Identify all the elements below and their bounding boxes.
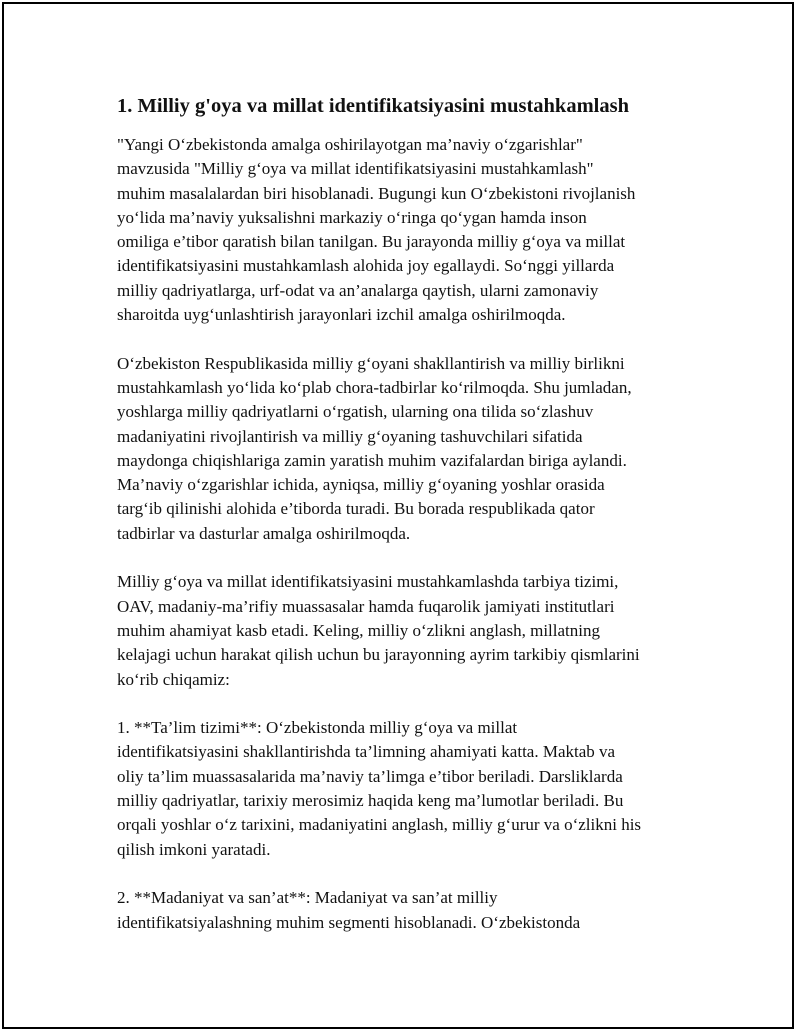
paragraph-line: muhim masalalardan biri hisoblanadi. Bugungi kun O‘zbekistoni rivojlanish — [117, 183, 636, 203]
paragraph-line: maydonga chiqishlariga zamin yaratish muhim vazifalardan biriga aylandi. — [117, 450, 627, 470]
paragraph-line: targ‘ib qilinishi alohida e’tiborda turadi. Bu borada respublikada qator — [117, 499, 595, 519]
paragraph-institutions — [117, 570, 697, 691]
paragraph-line: qilish imkoni yaratadi. — [117, 839, 271, 859]
paragraph-line: Milliy g‘oya va millat identifikatsiyasini mustahkamlashda tarbiya tizimi, — [117, 572, 619, 592]
paragraph-line: milliy qadriyatlarga, urf-odat va an’analarga qaytish, ularni zamonaviy — [117, 280, 599, 300]
paragraph-line: yo‘lida ma’naviy yuksalishni markaziy o‘ringa qo‘ygan hamda inson — [117, 207, 587, 227]
paragraph-line: "Yangi O‘zbekistonda amalga oshirilayotgan ma’naviy o‘zgarishlar" — [117, 135, 583, 154]
paragraph-line: muhim ahamiyat kasb etadi. Keling, milliy o‘zlikni anglash, millatning — [117, 620, 600, 640]
paragraph-intro — [117, 133, 697, 327]
paragraph-line: yoshlarga milliy qadriyatlarni o‘rgatish, ularning ona tilida so‘zlashuv — [117, 402, 594, 422]
paragraph-line: ko‘rib chiqamiz: — [117, 669, 230, 689]
paragraph-line: oliy ta’lim muassasalarida ma’naviy ta’limga e’tibor beriladi. Darsliklarda — [117, 766, 623, 786]
paragraph-line: identifikatsiyasini mustahkamlash alohida joy egallaydi. So‘nggi yillarda — [117, 256, 615, 276]
paragraph-line: Ma’naviy o‘zgarishlar ichida, ayniqsa, milliy g‘oyaning yoshlar orasida — [117, 475, 605, 495]
paragraph-line: 2. **Madaniyat va san’at**: Madaniyat va san’at milliy — [117, 888, 498, 908]
paragraph-line: orqali yoshlar o‘z tarixini, madaniyatini anglash, milliy g‘urur va o‘zlikni his — [117, 815, 642, 835]
paragraph-line: omiliga e’tibor qaratish bilan tanilgan. Bu jarayonda milliy g‘oya va millat — [117, 232, 626, 252]
paragraph-line: sharoitda uyg‘unlashtirish jarayonlari izchil amalga oshirilmoqda. — [117, 305, 566, 325]
paragraph-line: kelajagi uchun harakat qilish uchun bu jarayonning ayrim tarkibiy qismlarini — [117, 645, 640, 665]
document-body — [117, 92, 697, 959]
paragraph-line: O‘zbekiston Respublikasida milliy g‘oyani shakllantirish va milliy birlikni — [117, 353, 625, 373]
paragraph-line: 1. **Ta’lim tizimi**: O‘zbekistonda milliy g‘oya va millat — [117, 718, 518, 738]
list-item-culture — [117, 886, 697, 935]
paragraph-line: identifikatsiyalashning muhim segmenti hisoblanadi. O‘zbekistonda — [117, 912, 581, 932]
list-item-education — [117, 716, 697, 862]
paragraph-line: madaniyatini rivojlantirish va milliy g‘oyaning tashuvchilari sifatida — [117, 426, 583, 446]
paragraph-line: milliy qadriyatlar, tarixiy merosimiz haqida keng ma’lumotlar beriladi. Bu — [117, 791, 624, 811]
paragraph-line: tadbirlar va dasturlar amalga oshirilmoqda. — [117, 523, 411, 543]
section-heading: 1. Milliy g'oya va millat identifikatsiyasini mustahkamlash — [117, 95, 629, 117]
paragraph-line: mavzusida "Milliy g‘oya va millat identifikatsiyasini mustahkamlash" — [117, 159, 594, 179]
paragraph-line: mustahkamlash yo‘lida ko‘plab chora-tadbirlar ko‘rilmoqda. Shu jumladan, — [117, 377, 632, 397]
paragraph-line: OAV, madaniy-ma’rifiy muassasalar hamda fuqarolik jamiyati institutlari — [117, 596, 615, 616]
paragraph-line: identifikatsiyasini shakllantirishda ta’limning ahamiyati katta. Maktab va — [117, 742, 616, 762]
paragraph-republic — [117, 352, 697, 546]
